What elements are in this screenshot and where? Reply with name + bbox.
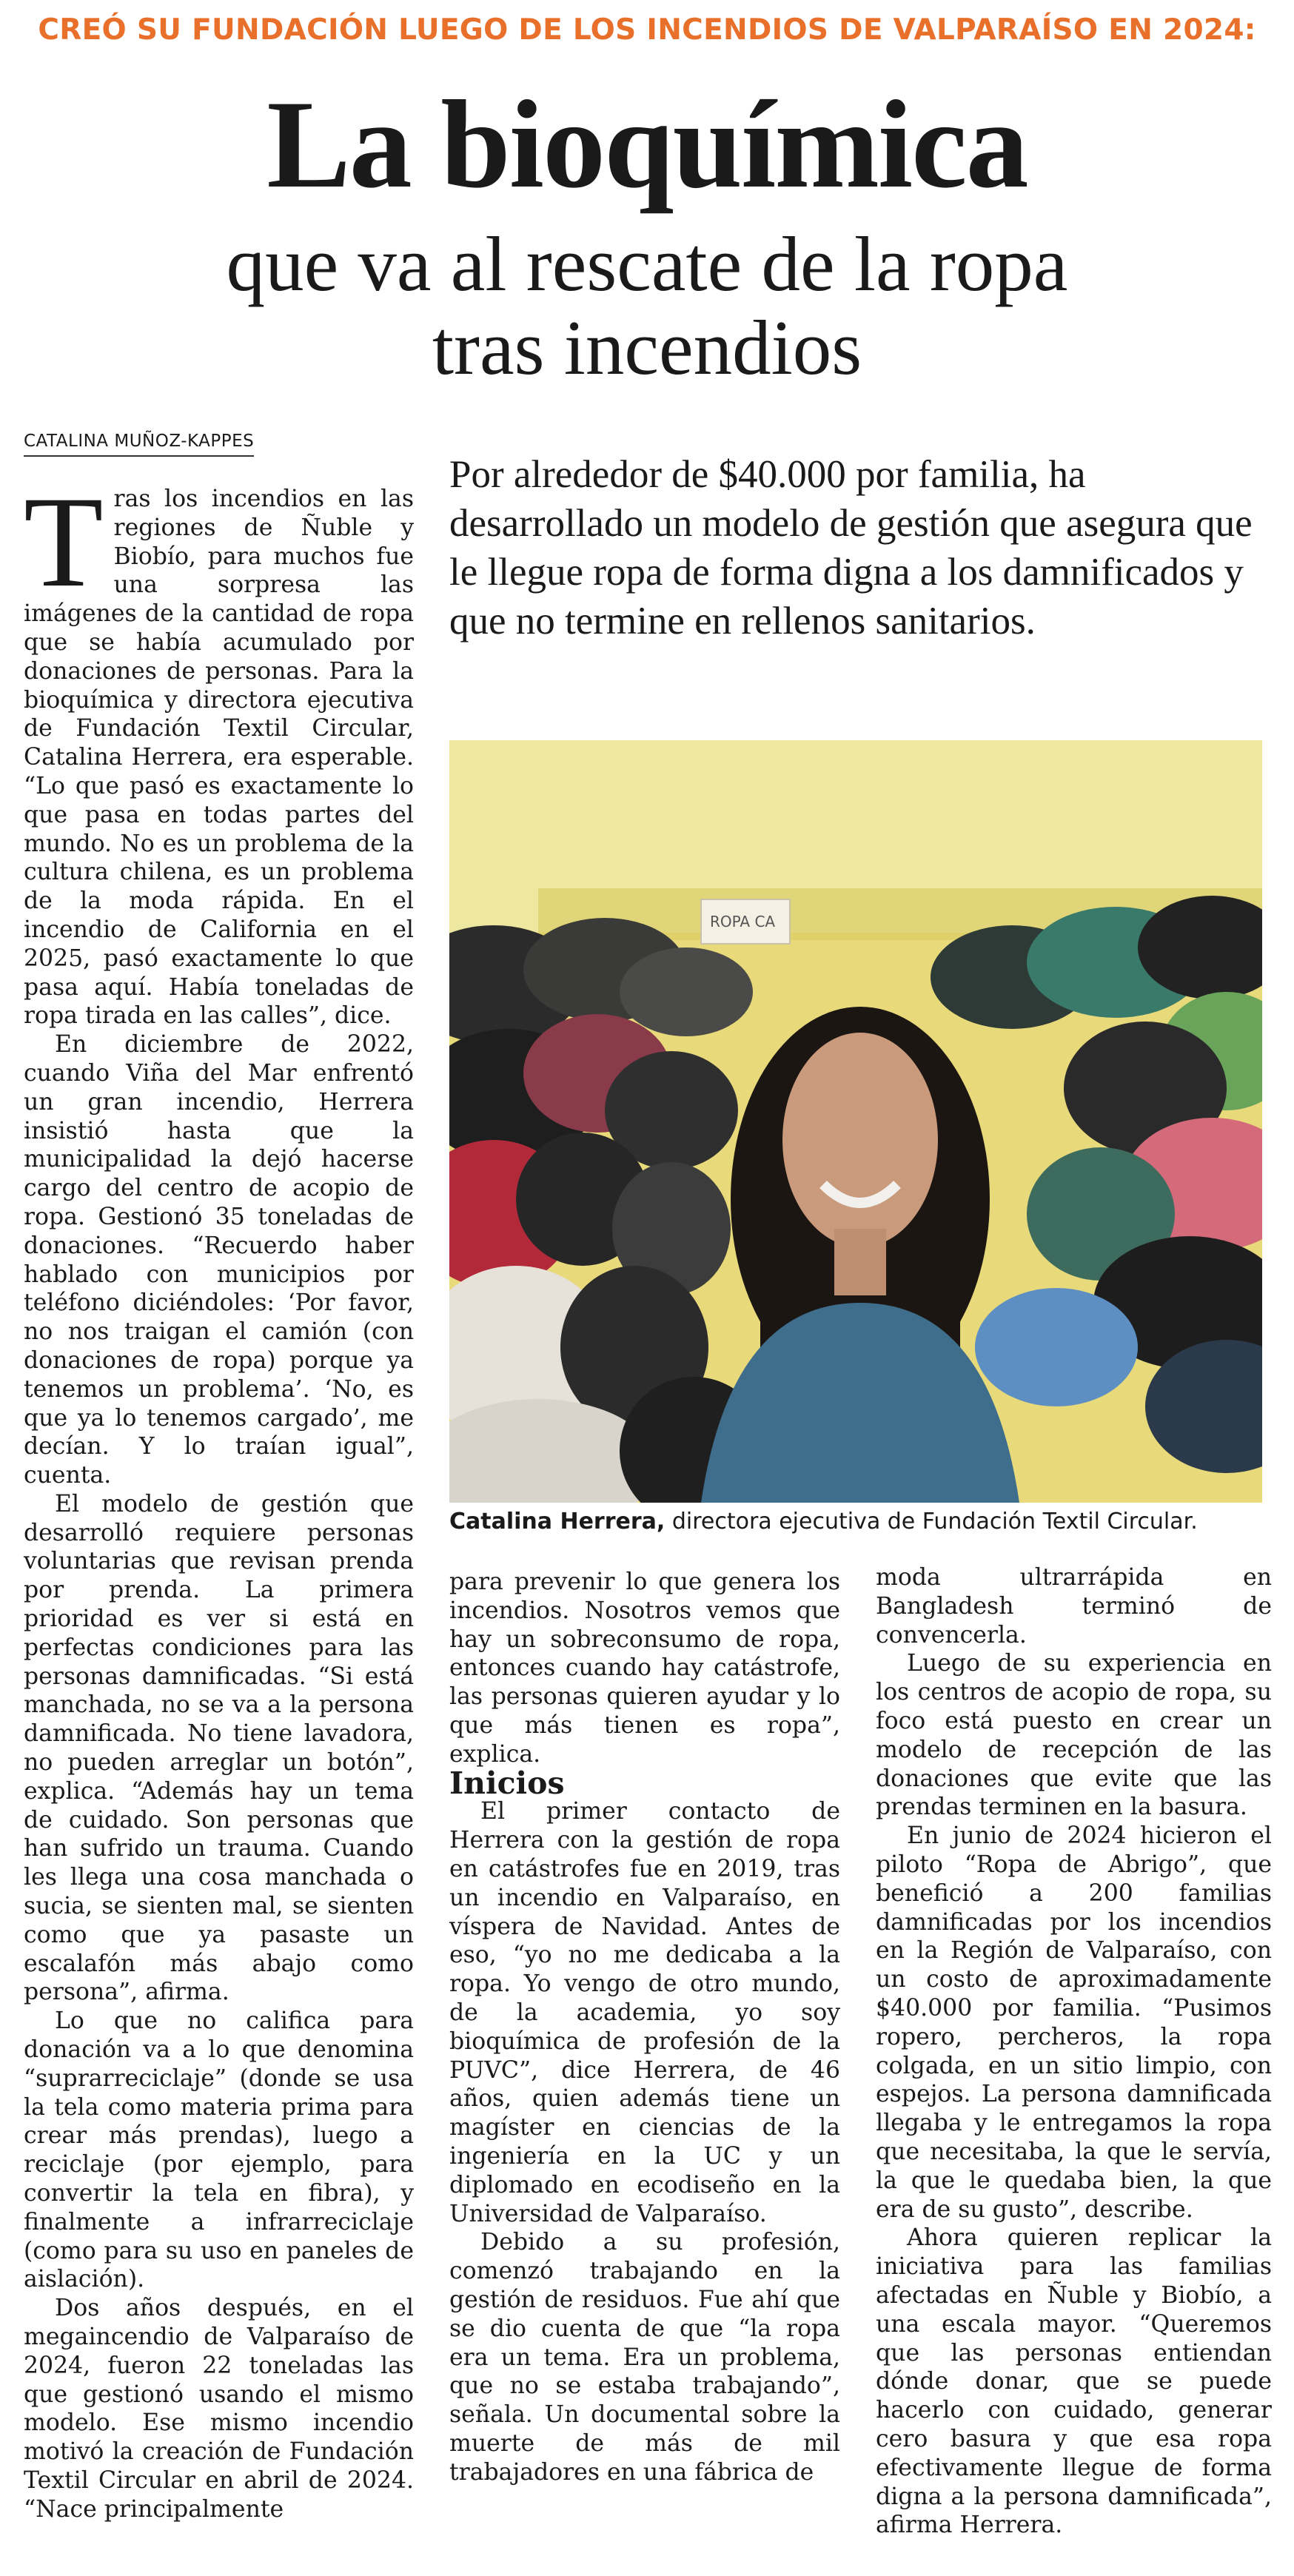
paragraph: Debido a su profesión, comenzó trabajando en la gestión de residuos. Fue ahí que se dio cuenta de que “la ropa era un tema. Era un problema, que no se estaba trabajando”, señala. Un documental sobre la muerte de más de mil trabajadores en una fábrica de xyxy=(449,2229,840,2486)
paragraph: Lo que no califica para donación va a lo que denomina “suprarreciclaje” (donde se usa la tela como materia prima para crear más prendas), luego a reciclaje (por ejemplo, para convertir la tela en fibra), y finalmente a infrarreciclaje (como para su uso en paneles de aislación). xyxy=(24,2008,414,2293)
headline: La bioquímica xyxy=(266,75,1028,214)
paragraph: Luego de su experiencia en los centros de acopio de ropa, su foco está puesto en crear un modelo de recepción de las donaciones que evite que las prendas terminen en la basura. xyxy=(876,1650,1272,1821)
headline-line-2: que va al rescate de la ropa xyxy=(226,221,1068,307)
article-photo xyxy=(449,740,1262,1503)
paragraph: En diciembre de 2022, cuando Viña del Mar enfrentó un gran incendio, Herrera insistió hasta que la municipalidad la dejó hacerse cargo del centro de acopio de ropa. Gestionó 35 toneladas de donaciones. “Recuerdo haber hablado con municipios por teléfono diciéndoles: ‘Por favor, no nos traigan el camión (con donaciones de ropa) porque ya tenemos un problema’. ‘No, es que ya lo tenemos cargado’, me decían. Y lo traían igual”, cuenta. xyxy=(24,1031,414,1489)
paragraph: En junio de 2024 hicieron el piloto “Ropa de Abrigo”, que benefició a 200 familias damnificadas por los incendios en la Región de Valparaíso, con un costo de aproximadamente $40.000 por familia. “Pusimos ropero, percheros, la ropa colgada, en un sitio limpio, con espejos. La persona damnificada llegaba y le entregamos la ropa que necesitaba, la que le servía, la que le quedaba bien, la que era de su gusto”, describe. xyxy=(876,1822,1272,2223)
article-column-2 xyxy=(449,1568,840,2487)
caption-name: Catalina Herrera, xyxy=(449,1509,666,1534)
headline-sub xyxy=(0,222,1294,389)
kicker: CREÓ SU FUNDACIÓN LUEGO DE LOS INCENDIOS DE VALPARAÍSO EN 2024: xyxy=(38,13,1256,47)
article-column-3 xyxy=(876,1563,1272,2540)
photo-sign-text: ROPA CA xyxy=(710,913,776,930)
photo-caption xyxy=(449,1509,1271,1534)
paragraph: ras los incendios en las regiones de Ñuble y Biobío, para muchos fue una sorpresa las imágenes de la cantidad de ropa que se había acumulado por donaciones de personas. Para la bioquímica y directora ejecutiva de Fundación Textil Circular, Catalina Herrera, era esperable. “Lo que pasó es exactamente lo que pasa en todas partes del mundo. No es un problema de la cultura chilena, es un problema de la moda rápida. En el incendio de California en el 2025, pasó exactamente lo que pasa aquí. Había toneladas de ropa tirada en las calles”, dice. xyxy=(24,486,414,1030)
byline: CATALINA MUÑOZ-KAPPES xyxy=(24,432,254,457)
paragraph: El primer contacto de Herrera con la gestión de ropa en catástrofes fue en 2019, tras un incendio en Valparaíso, en víspera de Navidad. Antes de eso, “yo no me dedicaba a la ropa. Yo vengo de otro mundo, de la academia, yo soy bioquímica de profesión de la PUVC”, dice Herrera, de 46 años, quien además tiene un magíster en ciencias de la ingeniería en la UC y un diplomado en ecodiseño en la Universidad de Valparaíso. xyxy=(449,1798,840,2227)
paragraph: para prevenir lo que genera los incendios. Nosotros vemos que hay un sobreconsumo de ropa, entonces cuando hay catástrofe, las personas quieren ayudar y lo que más tienen es ropa”, explica. xyxy=(449,1569,840,1768)
caption-text: directora ejecutiva de Fundación Textil Circular. xyxy=(665,1509,1198,1534)
headline-line-3: tras incendios xyxy=(432,304,862,391)
section-subhead: Inicios xyxy=(449,1765,565,1801)
drop-cap: T xyxy=(24,470,104,614)
paragraph: Dos años después, en el megaincendio de Valparaíso de 2024, fueron 22 toneladas las que gestionó usando el mismo modelo. Ese mismo incendio motivó la creación de Fundación Textil Circular en abril de 2024. “Nace principalmente xyxy=(24,2295,414,2523)
article-column-1 xyxy=(24,470,414,2524)
deck: Por alrededor de $40.000 por familia, ha desarrollado un modelo de gestión que asegura que le llegue ropa de forma digna a los damnificados y que no termine en rellenos sanitarios. xyxy=(449,453,1253,643)
paragraph: Ahora quieren replicar la iniciativa para las familias afectadas en Ñuble y Biobío, a una escala mayor. “Queremos que las personas entiendan dónde donar, que se puede hacerlo con cuidado, generar cero basura y que esa ropa efectivamente llegue de forma digna a la persona damnificada”, afirma Herrera. xyxy=(876,2224,1272,2539)
photo-illustration xyxy=(449,740,1262,1503)
paragraph: moda ultrarrápida en Bangladesh terminó de convencerla. xyxy=(876,1564,1272,1648)
paragraph: El modelo de gestión que desarrolló requiere personas voluntarias que revisan prenda por prenda. La primera prioridad es ver si está en perfectas condiciones para las personas damnificadas. “Si está manchada, no se va a la persona damnificada. No tiene lavadora, no pueden arreglar un botón”, explica. “Además hay un tema de cuidado. Son personas que han sufrido un trauma. Cuando les llega una cosa manchada o sucia, se sienten mal, se sienten como que ya pasaste un escalafón más abajo como persona”, afirma. xyxy=(24,1490,414,2006)
